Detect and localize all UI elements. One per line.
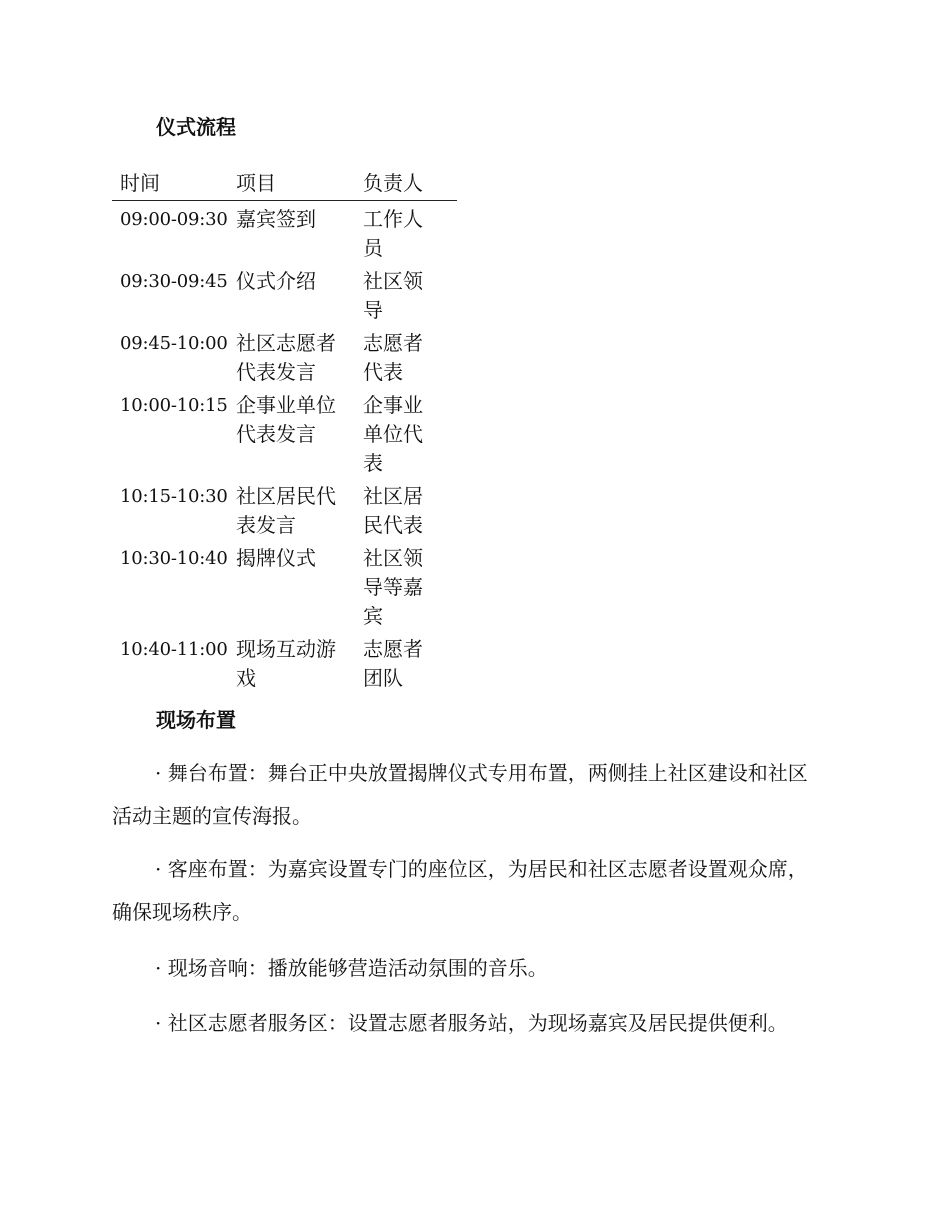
cell-owner xyxy=(355,631,457,693)
table-row xyxy=(112,325,457,387)
layout-item-volunteer-service: · 社区志愿者服务区：设置志愿者服务站，为现场嘉宾及居民提供便利。 xyxy=(155,1011,788,1035)
cell-item xyxy=(228,631,355,693)
cell-item xyxy=(228,325,355,387)
cell-item xyxy=(228,387,355,478)
cell-item-text: 现场互动游戏 xyxy=(236,637,336,690)
cell-owner-text: 企事业单位代表 xyxy=(363,393,423,475)
cell-time: 09:45-10:00 xyxy=(120,333,228,354)
cell-item-text: 嘉宾签到 xyxy=(236,207,316,231)
cell-owner xyxy=(355,478,457,540)
cell-item-text: 社区居民代表发言 xyxy=(236,484,336,537)
ceremony-schedule-table xyxy=(112,166,457,693)
cell-owner xyxy=(355,201,457,264)
table-row xyxy=(112,387,457,478)
table-row xyxy=(112,631,457,693)
cell-owner xyxy=(355,387,457,478)
layout-item-seating: · 客座布置：为嘉宾设置专门的座位区，为居民和社区志愿者设置观众席，确保现场秩序。 xyxy=(112,857,808,924)
cell-time: 10:15-10:30 xyxy=(120,486,228,507)
cell-time: 09:30-09:45 xyxy=(120,271,228,292)
cell-time: 10:40-11:00 xyxy=(120,639,228,660)
table-row xyxy=(112,540,457,631)
cell-owner xyxy=(355,325,457,387)
cell-item-text: 仪式介绍 xyxy=(236,269,316,293)
table-row xyxy=(112,201,457,264)
cell-owner-text: 社区领导 xyxy=(363,269,423,322)
cell-owner xyxy=(355,540,457,631)
cell-owner-text: 工作人员 xyxy=(363,207,423,260)
table-row xyxy=(112,478,457,540)
cell-time: 10:30-10:40 xyxy=(120,548,228,569)
cell-owner-text: 志愿者团队 xyxy=(363,637,423,690)
cell-time: 10:00-10:15 xyxy=(120,395,228,416)
cell-owner xyxy=(355,263,457,325)
cell-item xyxy=(228,478,355,540)
cell-item-text: 企事业单位代表发言 xyxy=(236,393,336,446)
layout-item-stage: · 舞台布置：舞台正中央放置揭牌仪式专用布置，两侧挂上社区建设和社区活动主题的宣传海报。 xyxy=(112,761,808,828)
cell-item xyxy=(228,201,355,264)
cell-item-text: 揭牌仪式 xyxy=(236,546,316,570)
section-title-venue-layout: 现场布置 xyxy=(156,708,236,732)
cell-time: 09:00-09:30 xyxy=(120,209,228,230)
section-title-ceremony-flow: 仪式流程 xyxy=(156,115,236,139)
cell-owner-text: 社区领导等嘉宾 xyxy=(363,546,423,628)
layout-item-audio: · 现场音响：播放能够营造活动氛围的音乐。 xyxy=(155,956,548,980)
header-item: 项目 xyxy=(228,166,355,201)
cell-item xyxy=(228,263,355,325)
header-time: 时间 xyxy=(112,166,228,201)
cell-item-text: 社区志愿者代表发言 xyxy=(236,331,336,384)
cell-item xyxy=(228,540,355,631)
header-owner: 负责人 xyxy=(355,166,457,201)
table-header-row xyxy=(112,166,457,201)
table-row xyxy=(112,263,457,325)
cell-owner-text: 志愿者代表 xyxy=(363,331,423,384)
cell-owner-text: 社区居民代表 xyxy=(363,484,423,537)
